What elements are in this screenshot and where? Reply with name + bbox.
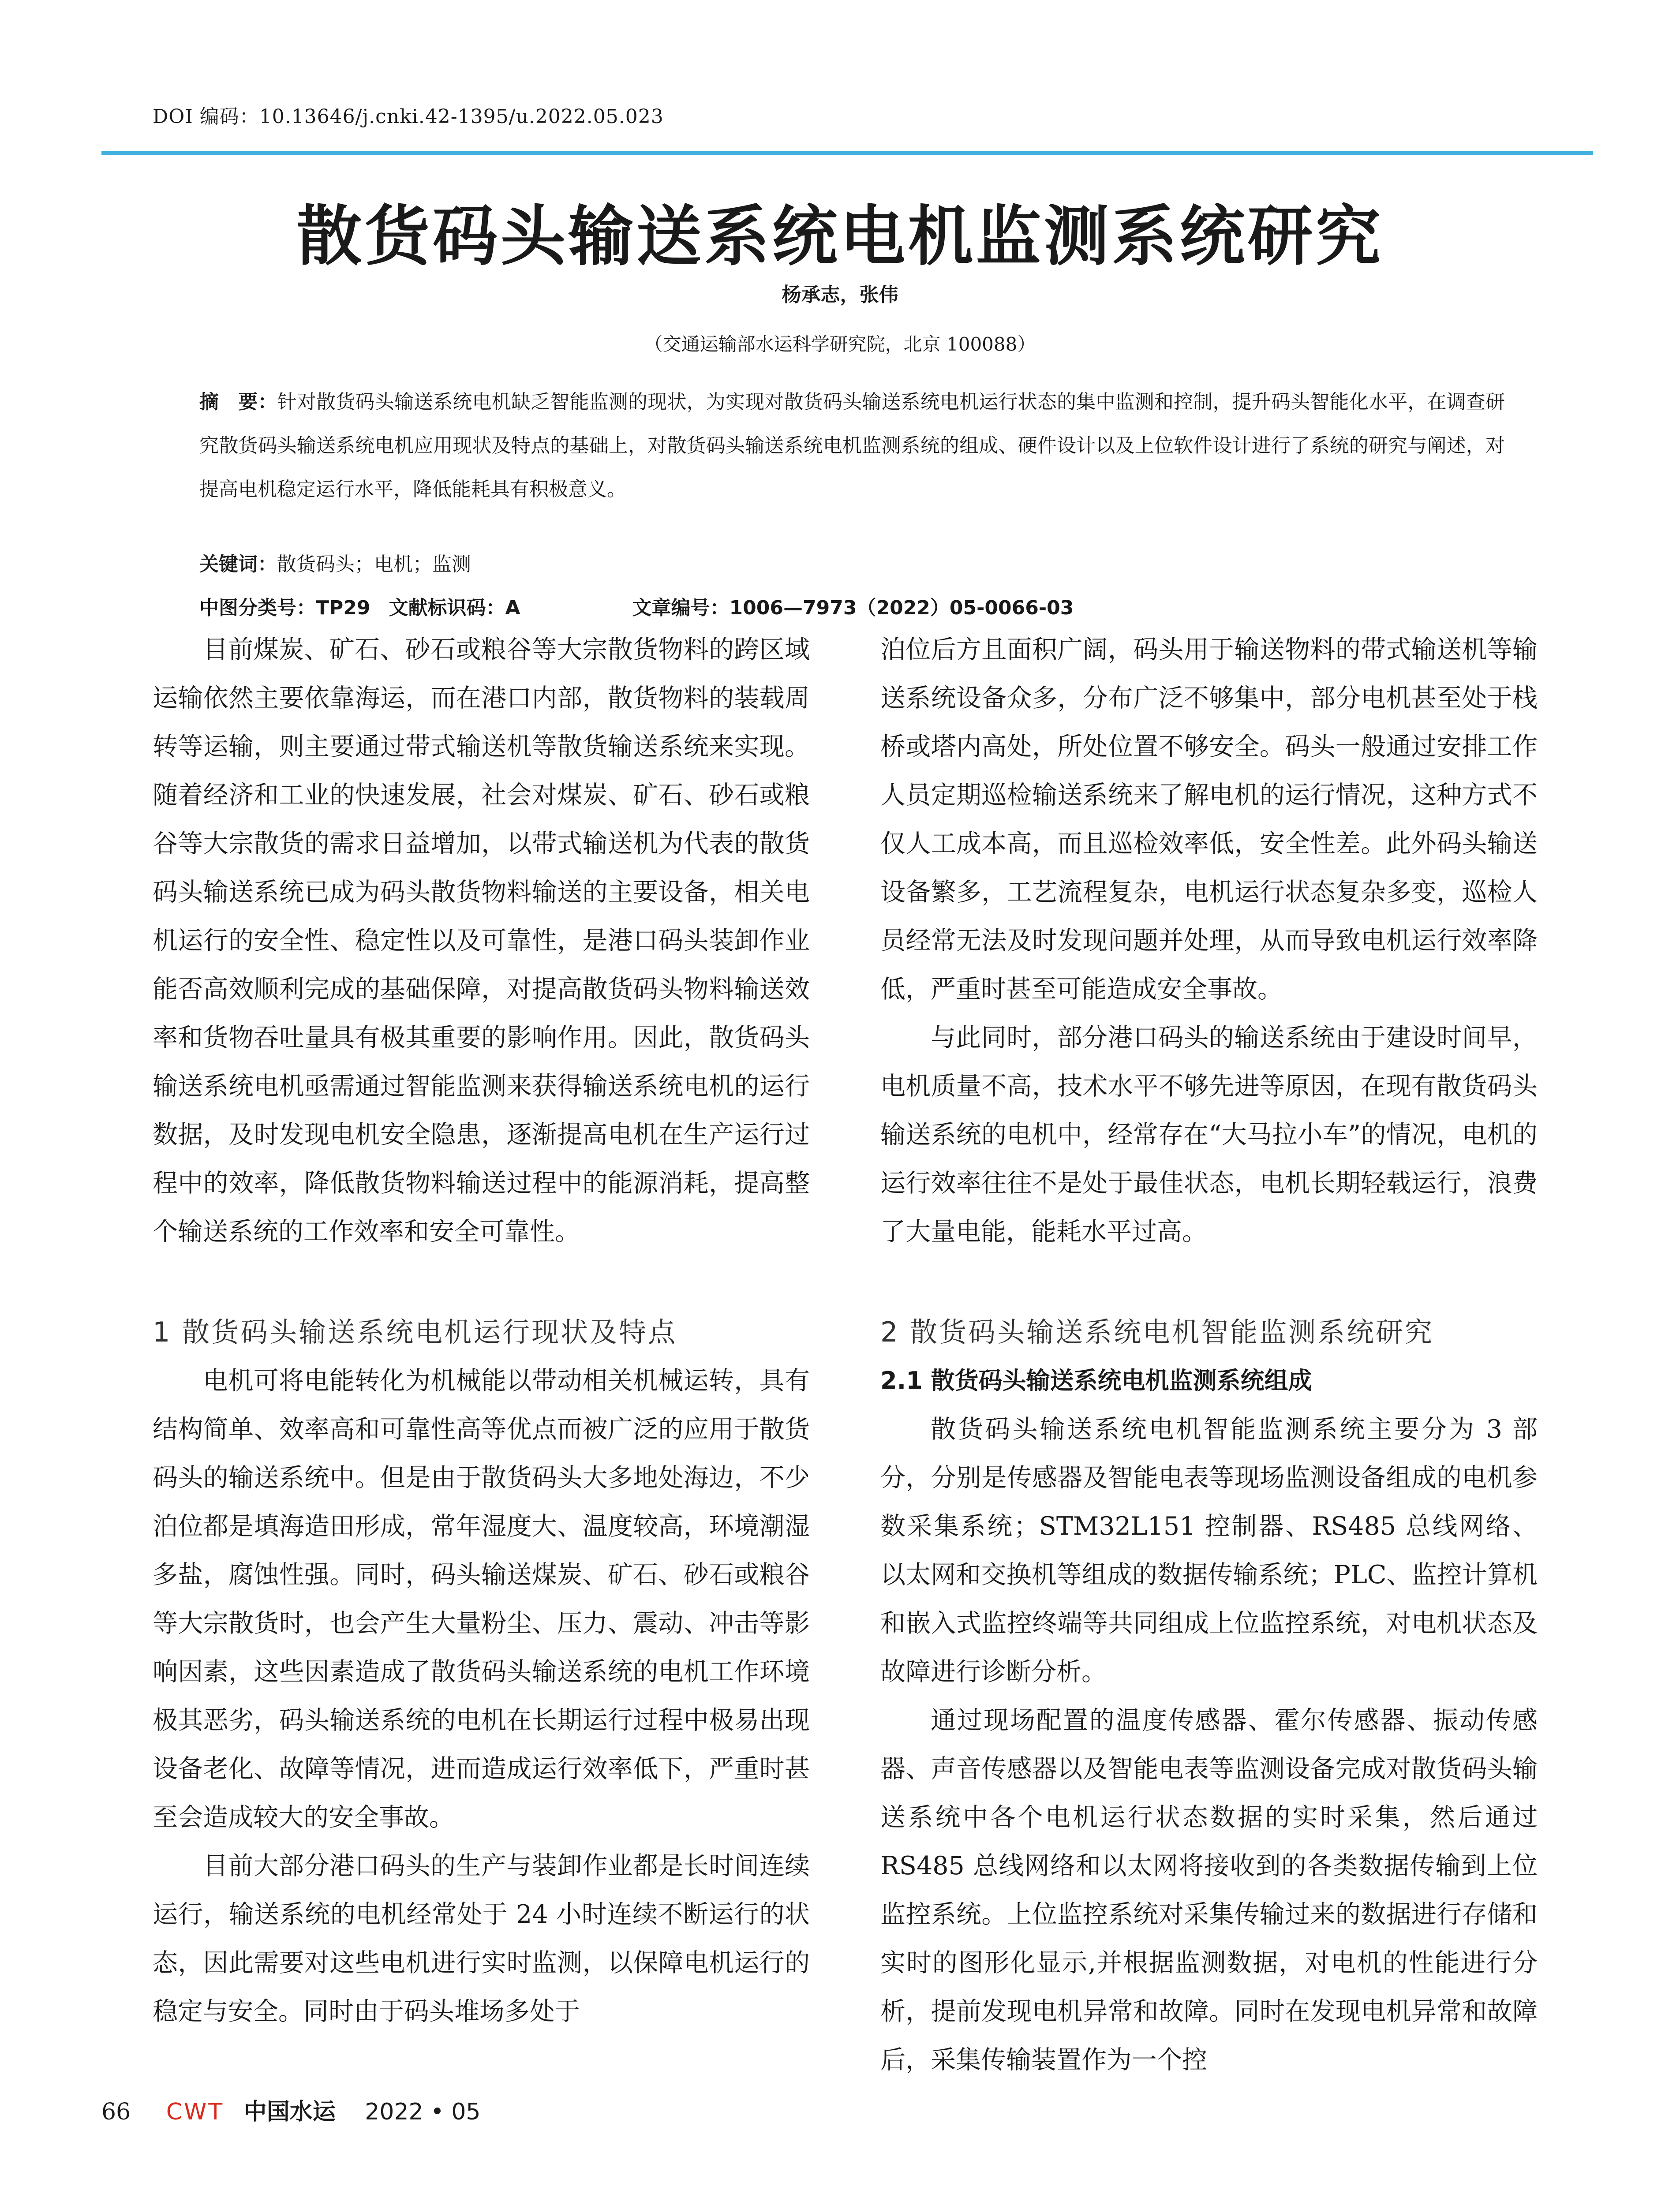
article-number-label: 文章编号： [632, 597, 730, 619]
abstract-label: 摘 要： [199, 391, 277, 413]
intro-paragraph: 目前煤炭、矿石、砂石或粮谷等大宗散货物料的跨区域运输依然主要依靠海运，而在港口内部，散货物料的装载周转等运输，则主要通过带式输送机等散货输送系统来实现。随着经济和工业的快速发展，社会对煤炭、矿石、砂石或粮谷等大宗散货的需求日益增加，以带式输送机为代表的散货码头输送系统已成为码头散货物料输送的主要设备，相关电机运行的安全性、稳定性以及可靠性，是港口码头装卸作业能否高效顺利完成的基础保障，对提高散货码头物料输送效率和货物吞吐量具有极其重要的影响作用。因此，散货码头输送系统电机亟需通过智能监测来获得输送系统电机的运行数据，及时发现电机安全隐患，逐渐提高电机在生产运行过程中的效率，降低散货物料输送过程中的能源消耗，提高整个输送系统的工作效率和安全可靠性。 [153, 635, 810, 1246]
page-footer [101, 2093, 481, 2126]
section-2-1-paragraph-2: 通过现场配置的温度传感器、霍尔传感器、振动传感器、声音传感器以及智能电表等监测设备完成对散货码头输送系统中各个电机运行状态数据的实时采集，然后通过 RS485 总线网络和以太网将接收到的各类数据传输到上位监控系统。上位监控系统对采集传输过来的数据进行存储和实时的图形化显示,并根据监测数据，对电机的性能进行分析，提前发现电机异常和故障。同时在发现电机异常和故障后，采集传输装置作为一个控 [880, 1706, 1538, 2074]
section-2-1-heading: 2.1 散货码头输送系统电机监测系统组成 [880, 1367, 1312, 1394]
left-column [153, 625, 810, 2036]
section-2-heading: 2 散货码头输送系统电机智能监测系统研究 [880, 1316, 1434, 1348]
section-1-heading: 1 散货码头输送系统电机运行现状及特点 [153, 1316, 677, 1348]
header-rule [101, 151, 1593, 155]
doc-code-value: A [505, 597, 520, 619]
clc-label: 中图分类号： [199, 597, 316, 619]
section-1-paragraph-1: 电机可将电能转化为机械能以带动相关机械运转，具有结构简单、效率高和可靠性高等优点而被广泛的应用于散货码头的输送系统中。但是由于散货码头大多地处海边，不少泊位都是填海造田形成，常年湿度大、温度较高，环境潮湿多盐，腐蚀性强。同时，码头输送煤炭、矿石、砂石或粮谷等大宗散货时，也会产生大量粉尘、压力、震动、冲击等影响因素，这些因素造成了散货码头输送系统的电机工作环境极其恶劣，码头输送系统的电机在长期运行过程中极易出现设备老化、故障等情况，进而造成运行效率低下，严重时甚至会造成较大的安全事故。 [153, 1366, 810, 1832]
journal-issue: 2022 • 05 [365, 2099, 481, 2125]
right-paragraph-1: 泊位后方且面积广阔，码头用于输送物料的带式输送机等输送系统设备众多，分布广泛不够集中，部分电机甚至处于栈桥或塔内高处，所处位置不够安全。码头一般通过安排工作人员定期巡检输送系统来了解电机的运行情况，这种方式不仅人工成本高，而且巡检效率低，安全性差。此外码头输送设备繁多，工艺流程复杂，电机运行状态复杂多变，巡检人员经常无法及时发现问题并处理，从而导致电机运行效率降低，严重时甚至可能造成安全事故。 [880, 635, 1538, 1004]
right-column [880, 625, 1538, 2084]
right-paragraph-2: 与此同时，部分港口码头的输送系统由于建设时间早，电机质量不高，技术水平不够先进等原因，在现有散货码头输送系统的电机中，经常存在“大马拉小车”的情况，电机的运行效率往往不是处于最佳状态，电机长期轻载运行，浪费了大量电能，能耗水平过高。 [880, 1023, 1538, 1246]
metadata-block [199, 542, 1523, 630]
paper-title: 散货码头输送系统电机监测系统研究 [296, 198, 1384, 274]
affiliation: （交通运输部水运科学研究院，北京 100088） [644, 333, 1036, 355]
page-number: 66 [101, 2099, 131, 2125]
journal-name: 中国水运 [243, 2099, 336, 2125]
abstract-text: 针对散货码头输送系统电机缺乏智能监测的现状，为实现对散货码头输送系统电机运行状态的集中监测和控制，提升码头智能化水平，在调查研究散货码头输送系统电机应用现状及特点的基础上，对散货码头输送系统电机监测系统的组成、硬件设计以及上位软件设计进行了系统的研究与阐述，对提高电机稳定运行水平，降低能耗具有积极意义。 [199, 391, 1505, 501]
section-1-paragraph-2: 目前大部分港口码头的生产与装卸作业都是长时间连续运行，输送系统的电机经常处于 24 小时连续不断运行的状态，因此需要对这些电机进行实时监测，以保障电机运行的稳定与安全。同时由于码头堆场多处于 [153, 1851, 810, 2026]
classification-row [199, 586, 1523, 630]
keywords-text: 散货码头；电机；监测 [277, 553, 471, 576]
section-2-1-paragraph-1: 散货码头输送系统电机智能监测系统主要分为 3 部分，分别是传感器及智能电表等现场监测设备组成的电机参数采集系统；STM32L151 控制器、RS485 总线网络、以太网和交换机等组成的数据传输系统；PLC、监控计算机和嵌入式监控终端等共同组成上位监控系统，对电机状态及故障进行诊断分析。 [880, 1415, 1538, 1686]
clc-value: TP29 [316, 597, 370, 619]
keywords-label: 关键词： [199, 553, 277, 576]
authors: 杨承志，张伟 [782, 284, 898, 306]
article-number-value: 1006—7973（2022）05-0066-03 [729, 597, 1074, 619]
abstract [199, 380, 1505, 511]
keywords-row [199, 542, 1523, 586]
doi-line: DOI 编码：10.13646/j.cnki.42-1395/u.2022.05.023 [153, 105, 664, 128]
journal-brand: CWT [166, 2099, 224, 2125]
doc-code-label: 文献标识码： [389, 597, 505, 619]
